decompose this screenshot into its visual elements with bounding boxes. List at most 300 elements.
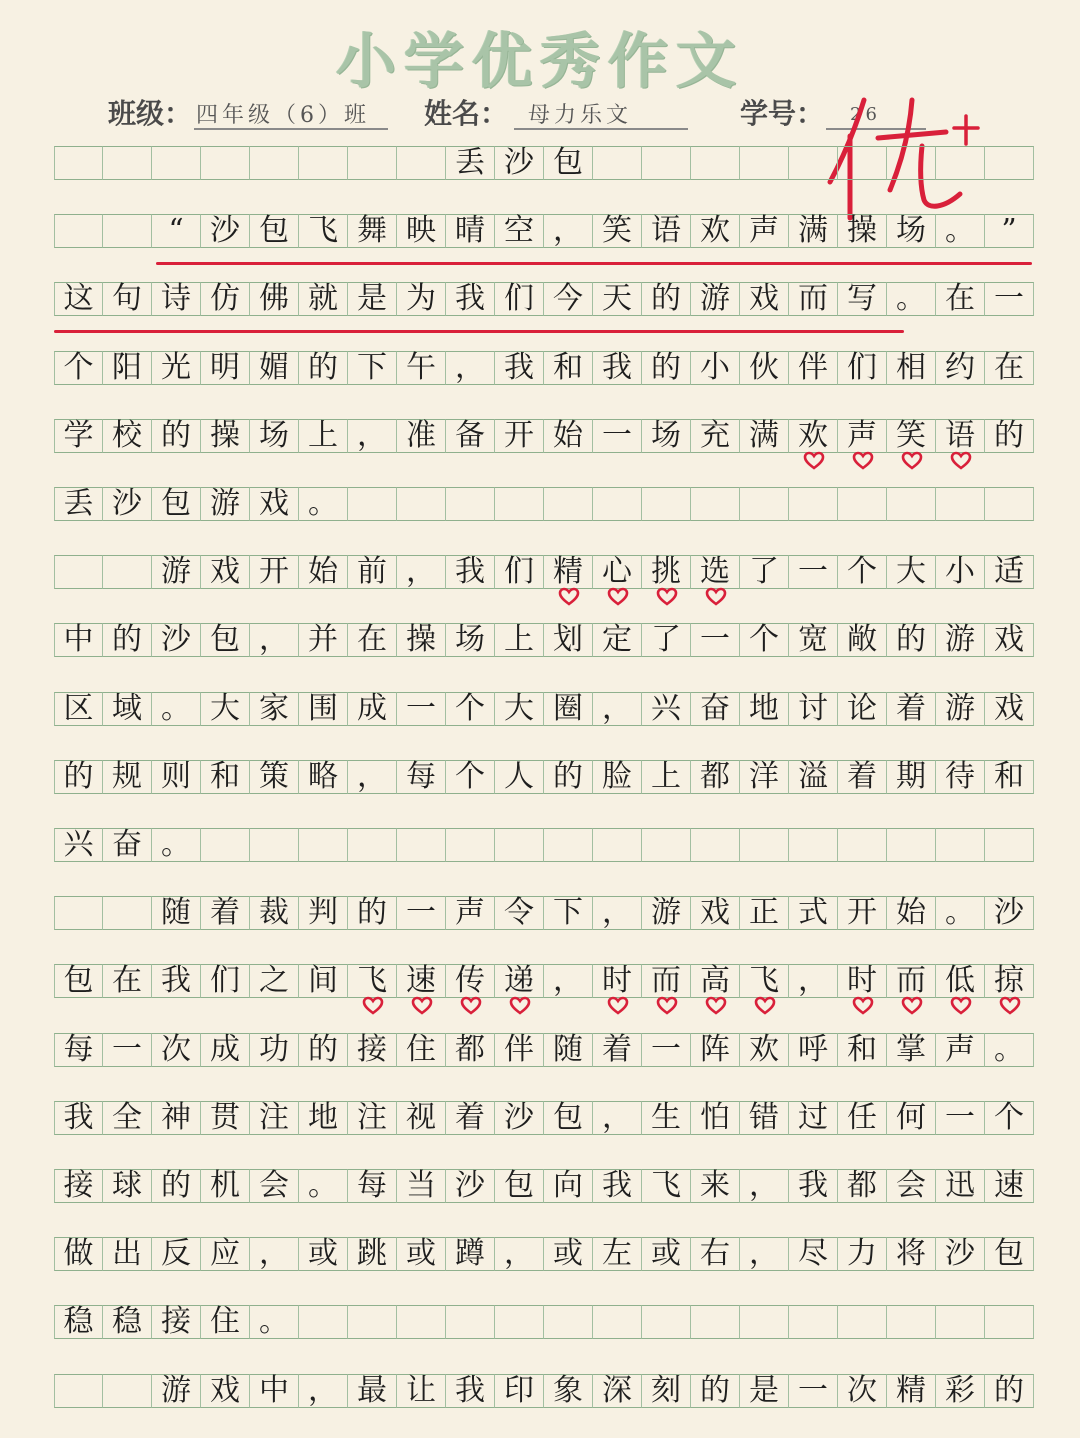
- grid-cell: 贯: [201, 1101, 250, 1135]
- grid-cell: ，: [544, 964, 593, 998]
- grid-cell: 舞: [348, 214, 397, 248]
- grid-cell: [54, 214, 103, 248]
- grid-cell: 并: [299, 623, 348, 657]
- grid-cell: 会: [887, 1169, 936, 1203]
- grid-cell: 声: [936, 1033, 985, 1067]
- grid-cell: 每: [348, 1169, 397, 1203]
- grid-cell: 略: [299, 760, 348, 794]
- heart-icon: [607, 587, 629, 607]
- grid-cell: 判: [299, 896, 348, 930]
- grid-cell: 随: [152, 896, 201, 930]
- essay-grid: [54, 140, 1034, 1438]
- essay-row: [54, 419, 1034, 453]
- grid-cell: 次: [838, 1374, 887, 1408]
- grid-cell: 的: [642, 282, 691, 316]
- grid-cell: 场: [446, 623, 495, 657]
- grid-cell: 住: [201, 1305, 250, 1339]
- grid-cell: 声: [740, 214, 789, 248]
- heart-icon: [901, 451, 923, 471]
- grid-cell: 一: [936, 1101, 985, 1135]
- grid-cell: ，: [299, 1374, 348, 1408]
- essay-row: [54, 760, 1034, 794]
- grid-cell: 场: [642, 419, 691, 453]
- grid-cell: 次: [152, 1033, 201, 1067]
- grid-cell: [201, 828, 250, 862]
- grid-cell: 伴: [789, 351, 838, 385]
- essay-row: [54, 282, 1034, 316]
- grid-cell: 飞: [740, 964, 789, 998]
- grid-cell: [593, 487, 642, 521]
- grid-cell: 下: [348, 351, 397, 385]
- grid-cell: 和: [544, 351, 593, 385]
- grid-cell: “: [152, 214, 201, 248]
- grid-cell: 的: [544, 760, 593, 794]
- grid-cell: 裁: [250, 896, 299, 930]
- grid-cell: 的: [985, 1374, 1034, 1408]
- grid-cell: 尽: [789, 1237, 838, 1271]
- grid-cell: 沙: [495, 1101, 544, 1135]
- grid-cell: 稳: [54, 1305, 103, 1339]
- grid-cell: [789, 146, 838, 180]
- grid-cell: 蹲: [446, 1237, 495, 1271]
- grid-cell: [152, 146, 201, 180]
- heart-icon: [803, 451, 825, 471]
- grid-cell: 映: [397, 214, 446, 248]
- grid-cell: 圈: [544, 692, 593, 726]
- grid-cell: 而: [642, 964, 691, 998]
- grid-cell: 任: [838, 1101, 887, 1135]
- grid-cell: 写: [838, 282, 887, 316]
- grid-cell: 传: [446, 964, 495, 998]
- grid-cell: [544, 828, 593, 862]
- grid-cell: [103, 1374, 152, 1408]
- grid-cell: 。: [299, 487, 348, 521]
- essay-row: [54, 1169, 1034, 1203]
- grid-cell: 开: [250, 555, 299, 589]
- essay-row: [54, 1237, 1034, 1271]
- grid-cell: [838, 1305, 887, 1339]
- grid-cell: 今: [544, 282, 593, 316]
- grid-cell: [397, 1305, 446, 1339]
- grid-cell: ，: [593, 1101, 642, 1135]
- grid-cell: 人: [495, 760, 544, 794]
- grid-cell: 下: [544, 896, 593, 930]
- grid-cell: [887, 828, 936, 862]
- grid-cell: [446, 487, 495, 521]
- essay-row: [54, 351, 1034, 385]
- heart-icon: [607, 996, 629, 1016]
- grid-cell: [593, 828, 642, 862]
- grid-cell: [103, 146, 152, 180]
- heart-icon: [999, 996, 1021, 1016]
- grid-cell: 地: [740, 692, 789, 726]
- essay-row: [54, 1305, 1034, 1339]
- grid-cell: 一: [985, 282, 1034, 316]
- number-label: 学号：: [740, 97, 825, 130]
- essay-row: [54, 1101, 1034, 1135]
- grid-cell: [348, 1305, 397, 1339]
- grid-cell: 出: [103, 1237, 152, 1271]
- grid-cell: 高: [691, 964, 740, 998]
- grid-cell: [299, 146, 348, 180]
- heart-icon: [705, 996, 727, 1016]
- grid-cell: 划: [544, 623, 593, 657]
- grid-cell: 游: [936, 692, 985, 726]
- heart-icon: [460, 996, 482, 1016]
- grid-cell: 戏: [201, 1374, 250, 1408]
- grid-cell: 随: [544, 1033, 593, 1067]
- grid-cell: 或: [299, 1237, 348, 1271]
- grid-cell: ，: [593, 896, 642, 930]
- heart-icon: [558, 587, 580, 607]
- grid-cell: 之: [250, 964, 299, 998]
- grid-cell: 兴: [54, 828, 103, 862]
- grid-cell: [348, 487, 397, 521]
- grid-cell: [740, 1305, 789, 1339]
- grid-cell: 大: [495, 692, 544, 726]
- grid-cell: 策: [250, 760, 299, 794]
- grid-cell: 包: [495, 1169, 544, 1203]
- grid-cell: [985, 146, 1034, 180]
- grid-cell: [201, 146, 250, 180]
- grid-cell: 上: [642, 760, 691, 794]
- name-underline: [514, 128, 688, 130]
- grid-cell: 笑: [593, 214, 642, 248]
- grid-cell: 为: [397, 282, 446, 316]
- heart-icon: [509, 996, 531, 1016]
- grid-cell: 每: [397, 760, 446, 794]
- grid-cell: 的: [299, 1033, 348, 1067]
- essay-row: [54, 214, 1034, 248]
- grid-cell: 的: [54, 760, 103, 794]
- grid-cell: 开: [495, 419, 544, 453]
- grid-cell: [985, 828, 1034, 862]
- grid-cell: 挑: [642, 555, 691, 589]
- grid-cell: [544, 1305, 593, 1339]
- grid-cell: 来: [691, 1169, 740, 1203]
- grade-text: 优: [820, 86, 821, 87]
- grid-cell: 我: [54, 1101, 103, 1135]
- grid-cell: 游: [691, 282, 740, 316]
- grid-cell: [936, 146, 985, 180]
- grid-cell: 讨: [789, 692, 838, 726]
- grid-cell: 包: [54, 964, 103, 998]
- grid-cell: 我: [789, 1169, 838, 1203]
- grid-cell: [740, 828, 789, 862]
- heart-icon: [852, 996, 874, 1016]
- grid-cell: [54, 1374, 103, 1408]
- grid-cell: 一: [691, 623, 740, 657]
- grid-cell: 选: [691, 555, 740, 589]
- grid-cell: [348, 828, 397, 862]
- grid-cell: 稳: [103, 1305, 152, 1339]
- grid-cell: [789, 828, 838, 862]
- grid-cell: [691, 828, 740, 862]
- grid-cell: 而: [789, 282, 838, 316]
- essay-row: [54, 555, 1034, 589]
- grid-cell: 在: [936, 282, 985, 316]
- grid-cell: 前: [348, 555, 397, 589]
- grid-cell: [299, 828, 348, 862]
- grid-cell: 式: [789, 896, 838, 930]
- grid-cell: 精: [544, 555, 593, 589]
- grid-cell: 戏: [201, 555, 250, 589]
- grid-cell: 或: [544, 1237, 593, 1271]
- grid-cell: [495, 1305, 544, 1339]
- grid-cell: 时: [593, 964, 642, 998]
- grid-cell: [887, 1305, 936, 1339]
- grid-cell: 和: [201, 760, 250, 794]
- grid-cell: 刻: [642, 1374, 691, 1408]
- grid-cell: 论: [838, 692, 887, 726]
- grid-cell: 沙: [103, 487, 152, 521]
- grid-cell: 待: [936, 760, 985, 794]
- grid-cell: 个: [54, 351, 103, 385]
- grid-cell: 们: [495, 282, 544, 316]
- essay-row: [54, 1033, 1034, 1067]
- grid-cell: 了: [642, 623, 691, 657]
- grid-cell: 。: [250, 1305, 299, 1339]
- grid-cell: 戏: [250, 487, 299, 521]
- grid-cell: [936, 487, 985, 521]
- grid-cell: 操: [397, 623, 446, 657]
- grid-cell: 和: [985, 760, 1034, 794]
- grid-cell: 操: [201, 419, 250, 453]
- grid-cell: 场: [250, 419, 299, 453]
- grid-cell: 媚: [250, 351, 299, 385]
- grid-cell: 都: [446, 1033, 495, 1067]
- grid-cell: 充: [691, 419, 740, 453]
- grid-cell: 个: [838, 555, 887, 589]
- grid-cell: 正: [740, 896, 789, 930]
- grid-cell: 神: [152, 1101, 201, 1135]
- grid-cell: 让: [397, 1374, 446, 1408]
- essay-rows: [54, 140, 1034, 1438]
- grid-cell: [985, 1305, 1034, 1339]
- grid-cell: 晴: [446, 214, 495, 248]
- grid-cell: [593, 1305, 642, 1339]
- grid-cell: 敞: [838, 623, 887, 657]
- grid-cell: 。: [936, 214, 985, 248]
- grid-cell: 语: [642, 214, 691, 248]
- grid-cell: [642, 146, 691, 180]
- grid-cell: 阵: [691, 1033, 740, 1067]
- grid-cell: [544, 487, 593, 521]
- grid-cell: [838, 146, 887, 180]
- grid-cell: 我: [593, 351, 642, 385]
- grid-cell: 迅: [936, 1169, 985, 1203]
- grid-cell: 期: [887, 760, 936, 794]
- grid-cell: [985, 487, 1034, 521]
- grid-cell: [54, 146, 103, 180]
- grid-cell: 着: [887, 692, 936, 726]
- grid-cell: 我: [446, 282, 495, 316]
- grid-cell: 我: [593, 1169, 642, 1203]
- grid-cell: 小: [691, 351, 740, 385]
- grid-cell: 在: [985, 351, 1034, 385]
- grid-cell: 光: [152, 351, 201, 385]
- heart-icon: [901, 996, 923, 1016]
- grid-cell: 在: [103, 964, 152, 998]
- grid-cell: ，: [348, 760, 397, 794]
- grid-cell: 一: [397, 896, 446, 930]
- grid-cell: 每: [54, 1033, 103, 1067]
- grid-cell: 这: [54, 282, 103, 316]
- grid-cell: 一: [789, 555, 838, 589]
- grid-cell: 游: [152, 1374, 201, 1408]
- class-label: 班级：: [108, 97, 193, 130]
- grid-cell: [54, 896, 103, 930]
- grid-cell: 戏: [740, 282, 789, 316]
- grid-cell: 备: [446, 419, 495, 453]
- grid-cell: 彩: [936, 1374, 985, 1408]
- grid-cell: 语: [936, 419, 985, 453]
- grid-cell: [446, 828, 495, 862]
- grid-cell: 校: [103, 419, 152, 453]
- grid-cell: 洋: [740, 760, 789, 794]
- grid-cell: 适: [985, 555, 1034, 589]
- grid-cell: 声: [838, 419, 887, 453]
- grid-cell: 功: [250, 1033, 299, 1067]
- essay-row: [54, 896, 1034, 930]
- grid-cell: 准: [397, 419, 446, 453]
- grid-cell: 佛: [250, 282, 299, 316]
- grid-cell: 阳: [103, 351, 152, 385]
- grid-cell: 中: [250, 1374, 299, 1408]
- grid-cell: 。: [985, 1033, 1034, 1067]
- grid-cell: 包: [544, 146, 593, 180]
- grid-cell: 沙: [495, 146, 544, 180]
- essay-row: [54, 692, 1034, 726]
- grid-cell: 成: [201, 1033, 250, 1067]
- grid-cell: 左: [593, 1237, 642, 1271]
- grid-cell: [348, 146, 397, 180]
- grid-cell: 个: [985, 1101, 1034, 1135]
- grid-cell: 心: [593, 555, 642, 589]
- grid-cell: [789, 1305, 838, 1339]
- grid-cell: ，: [789, 964, 838, 998]
- grid-cell: 的: [887, 623, 936, 657]
- grid-cell: 溢: [789, 760, 838, 794]
- grid-cell: 欢: [691, 214, 740, 248]
- grid-cell: 明: [201, 351, 250, 385]
- grid-cell: 兴: [642, 692, 691, 726]
- grid-cell: 沙: [201, 214, 250, 248]
- grid-cell: 和: [838, 1033, 887, 1067]
- grid-cell: 我: [152, 964, 201, 998]
- grid-cell: ，: [397, 555, 446, 589]
- grid-cell: 跳: [348, 1237, 397, 1271]
- grid-cell: 精: [887, 1374, 936, 1408]
- grid-cell: 着: [593, 1033, 642, 1067]
- grid-cell: 或: [397, 1237, 446, 1271]
- red-underline: [54, 330, 904, 333]
- grid-cell: 最: [348, 1374, 397, 1408]
- grid-cell: 包: [250, 214, 299, 248]
- grid-cell: 一: [397, 692, 446, 726]
- grid-cell: 午: [397, 351, 446, 385]
- grid-cell: [740, 146, 789, 180]
- grid-cell: 围: [299, 692, 348, 726]
- grid-cell: 速: [397, 964, 446, 998]
- grid-cell: 就: [299, 282, 348, 316]
- grid-cell: 。: [299, 1169, 348, 1203]
- grid-cell: 定: [593, 623, 642, 657]
- grid-cell: [495, 828, 544, 862]
- grid-cell: 着: [201, 896, 250, 930]
- grid-cell: 都: [691, 760, 740, 794]
- grid-cell: 错: [740, 1101, 789, 1135]
- grid-cell: 诗: [152, 282, 201, 316]
- grid-cell: [936, 1305, 985, 1339]
- grid-cell: 戏: [691, 896, 740, 930]
- heart-icon: [362, 996, 384, 1016]
- grid-cell: [299, 1305, 348, 1339]
- grid-cell: 住: [397, 1033, 446, 1067]
- grid-cell: [642, 487, 691, 521]
- grid-cell: 飞: [348, 964, 397, 998]
- grid-cell: 则: [152, 760, 201, 794]
- grid-cell: 。: [152, 692, 201, 726]
- grid-cell: 家: [250, 692, 299, 726]
- class-underline: [194, 128, 388, 130]
- essay-row: [54, 1374, 1034, 1408]
- grid-cell: 的: [985, 419, 1034, 453]
- grid-cell: 而: [887, 964, 936, 998]
- grid-cell: 的: [348, 896, 397, 930]
- heart-icon: [754, 996, 776, 1016]
- grid-cell: [593, 146, 642, 180]
- grid-cell: 令: [495, 896, 544, 930]
- grid-cell: [838, 487, 887, 521]
- grid-cell: 满: [789, 214, 838, 248]
- heart-icon: [705, 587, 727, 607]
- grid-cell: 球: [103, 1169, 152, 1203]
- grid-cell: 的: [691, 1374, 740, 1408]
- grid-cell: ，: [446, 351, 495, 385]
- grid-cell: 间: [299, 964, 348, 998]
- grid-cell: 怕: [691, 1101, 740, 1135]
- grid-cell: 包: [985, 1237, 1034, 1271]
- grid-cell: 学: [54, 419, 103, 453]
- grid-cell: ，: [544, 214, 593, 248]
- grid-cell: 着: [446, 1101, 495, 1135]
- grid-cell: 大: [201, 692, 250, 726]
- grid-cell: 是: [740, 1374, 789, 1408]
- grid-cell: 成: [348, 692, 397, 726]
- grid-cell: 开: [838, 896, 887, 930]
- grid-cell: 。: [936, 896, 985, 930]
- heart-icon: [950, 451, 972, 471]
- grid-cell: 飞: [299, 214, 348, 248]
- grid-cell: 奋: [691, 692, 740, 726]
- grid-cell: 都: [838, 1169, 887, 1203]
- grid-cell: 游: [936, 623, 985, 657]
- grid-cell: 了: [740, 555, 789, 589]
- grid-cell: 沙: [936, 1237, 985, 1271]
- grid-cell: 右: [691, 1237, 740, 1271]
- grid-cell: 宽: [789, 623, 838, 657]
- grid-cell: 我: [495, 351, 544, 385]
- grid-cell: 掌: [887, 1033, 936, 1067]
- grid-cell: 着: [838, 760, 887, 794]
- grid-cell: 的: [299, 351, 348, 385]
- grid-cell: 操: [838, 214, 887, 248]
- grid-cell: 我: [446, 1374, 495, 1408]
- grid-cell: [103, 214, 152, 248]
- grid-cell: 做: [54, 1237, 103, 1271]
- grid-cell: 始: [887, 896, 936, 930]
